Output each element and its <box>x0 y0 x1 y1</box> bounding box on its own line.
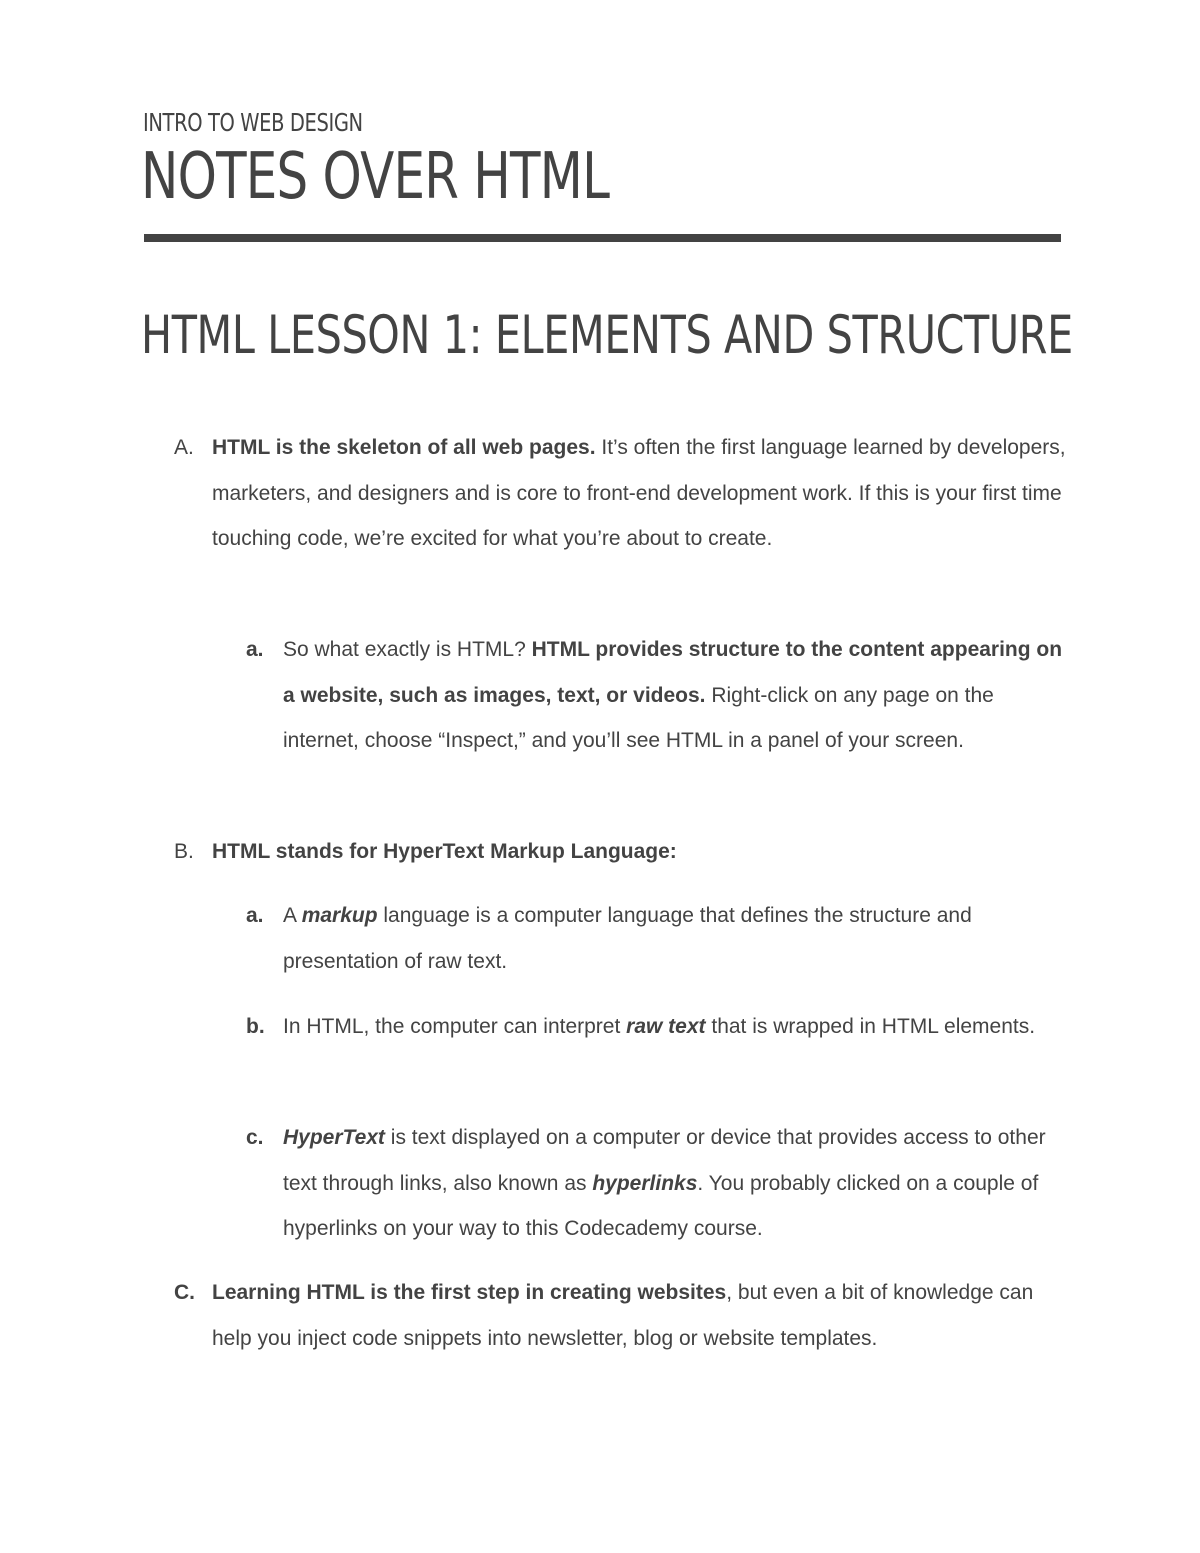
title-divider <box>144 234 1061 242</box>
outline-text <box>212 829 1072 875</box>
outline-emphasis-text: HyperText <box>283 1126 385 1149</box>
outline-body-text: In HTML, the computer can interpret <box>283 1015 627 1038</box>
outline-emphasis-text: markup <box>301 904 378 927</box>
outline-body-text: that is wrapped in HTML elements. <box>705 1015 1036 1038</box>
outline-body-text: , but even a bit of knowledge can help you inject code snippets into newsletter, blog or website templates. <box>212 1281 1034 1350</box>
outline-marker: a. <box>246 904 264 927</box>
outline-body-text: . You probably clicked on a couple of hyperlinks on your way to this Codecademy course. <box>283 1171 1039 1240</box>
outline-bold-text: HTML stands for HyperText Markup Language: <box>212 840 677 863</box>
outline-text <box>283 893 1073 984</box>
outline-emphasis-text: raw text <box>626 1015 706 1038</box>
page-title: NOTES OVER HTML <box>141 140 610 214</box>
outline-text <box>212 1270 1072 1361</box>
outline-text <box>283 1115 1073 1252</box>
outline-marker: b. <box>246 1015 265 1038</box>
outline-marker: c. <box>246 1126 264 1149</box>
outline-marker: B. <box>174 840 194 863</box>
outline-body-text: It’s often the first language learned by developers, marketers, and designers and is core to front-end development work. If this is your first time touching code, we’re excited for what you’re about to create. <box>212 436 1066 550</box>
outline-bold-text: HTML is the skeleton of all web pages. <box>212 436 596 459</box>
outline-bold-text: HTML provides structure to the content appearing on a website, such as images, text, or videos. <box>283 638 1063 707</box>
outline-marker: a. <box>246 638 264 661</box>
outline-body-text: A <box>283 904 302 927</box>
outline-text <box>212 425 1072 562</box>
outline-emphasis-text: hyperlinks <box>592 1171 698 1195</box>
lesson-heading: HTML LESSON 1: ELEMENTS AND STRUCTURE <box>141 305 1073 366</box>
outline-marker: A. <box>174 436 194 459</box>
outline-body-text: language is a computer language that defines the structure and presentation of raw text. <box>283 904 972 973</box>
outline-marker: C. <box>174 1281 195 1304</box>
outline-body-text: So what exactly is HTML? <box>283 638 532 661</box>
outline-body-text: Right-click on any page on the internet, choose “Inspect,” and you’ll see HTML in a panel of your screen. <box>283 683 994 752</box>
outline-text <box>283 1004 1073 1050</box>
outline-text <box>283 627 1073 764</box>
outline-bold-text: Learning HTML is the first step in creating websites <box>212 1281 727 1304</box>
course-label: INTRO TO WEB DESIGN <box>143 108 363 137</box>
outline-body-text: is text displayed on a computer or device that provides access to other text through links, also known as <box>283 1126 1046 1195</box>
